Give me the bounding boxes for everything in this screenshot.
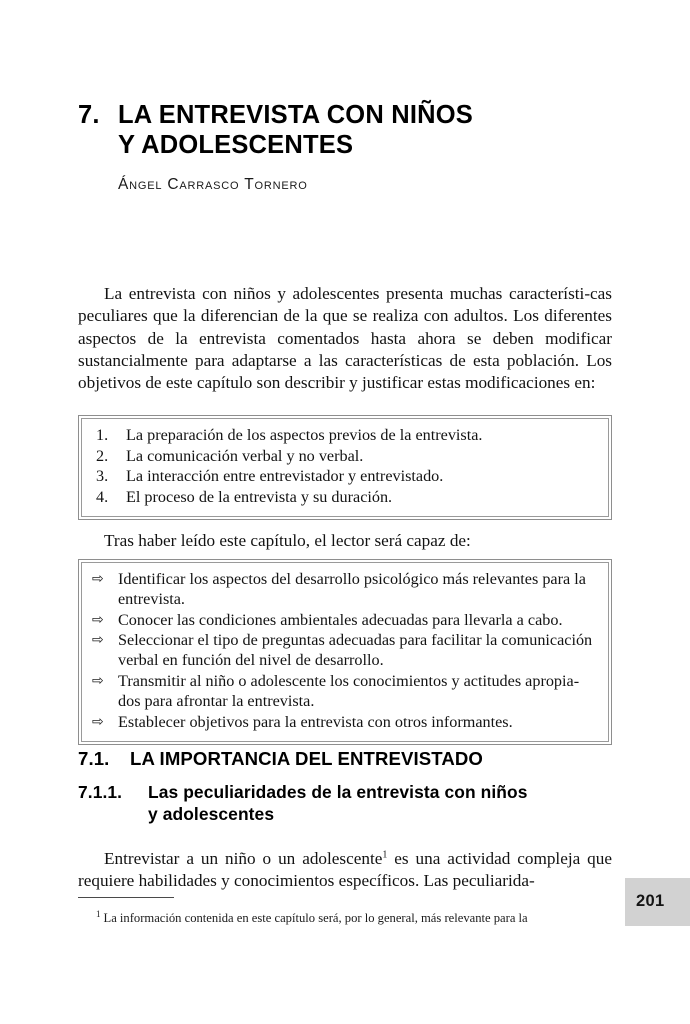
list-item-marker: 2. (96, 446, 109, 465)
list-item-label: Conocer las condiciones ambientales adecuadas para llevarla a cabo. (118, 610, 563, 629)
paragraph-intro: La entrevista con niños y adolescentes presenta muchas característi-cas peculiares que la diferencian de la que se realiza con adultos. Los diferentes aspectos de la entrevista comentados hasta ahora se deben modificar sustancialmente para adaptarse a las características de esta población. Los objetivos de este capítulo son describir y justificar estas modificaciones en: (78, 284, 612, 393)
objectives-list (92, 426, 598, 507)
section-heading-7-1 (78, 748, 612, 770)
list-item-label: La interacción entre entrevistador y entrevistado. (126, 467, 444, 486)
subsection-title-line2: y adolescentes (148, 803, 275, 824)
chapter-author: Ángel Carrasco Tornero (118, 176, 308, 193)
list-item-label: La preparación de los aspectos previos de la entrevista. (126, 426, 483, 444)
paragraph-entrevistar-part2: es una actividad compleja que requiere habilidades y conocimientos específicos. Las peculiarida- (78, 849, 612, 891)
arrow-right-icon: ⇨ (92, 611, 104, 628)
subsection-number: 7.1.1. (78, 782, 123, 802)
footnote-reference[interactable]: 1 (382, 849, 388, 861)
section-number: 7.1. (78, 748, 110, 769)
section-title: LA IMPORTANCIA DEL ENTREVISTADO (130, 748, 483, 769)
list-item (92, 713, 598, 733)
footnote-separator (78, 897, 174, 898)
footnote-marker: 1 (96, 909, 101, 919)
list-item-marker: 4. (96, 487, 109, 506)
list-item (92, 611, 598, 631)
list-item-label: La comunicación verbal y no verbal. (126, 446, 364, 465)
paragraph-tras-haber-leido: Tras haber leído este capítulo, el lector será capaz de: (104, 531, 471, 551)
list-item-label: El proceso de la entrevista y su duración. (126, 487, 393, 506)
page-number-tab (625, 878, 690, 926)
list-item-label: Seleccionar el tipo de preguntas adecuadas para facilitar la comunicación verbal en función del nivel de desarrollo. (118, 631, 593, 670)
objectives-box-inner (81, 418, 609, 517)
list-item (92, 488, 598, 508)
list-item-label: Identificar los aspectos del desarrollo psicológico más relevantes para la entrevista. (118, 570, 586, 608)
list-item (92, 426, 598, 446)
arrow-right-icon: ⇨ (92, 672, 104, 689)
list-item-marker: 3. (96, 467, 109, 486)
capabilities-list (92, 570, 598, 732)
arrow-right-icon: ⇨ (92, 571, 104, 587)
paragraph-entrevistar-part1: Entrevistar a un niño o un adolescente (104, 849, 383, 869)
chapter-number: 7. (78, 101, 100, 129)
list-item-label: Establecer objetivos para la entrevista con otros informantes. (118, 712, 513, 731)
list-item (92, 467, 598, 487)
list-item (92, 570, 598, 610)
list-item (92, 447, 598, 467)
arrow-right-icon: ⇨ (92, 632, 104, 649)
capabilities-box (78, 559, 612, 745)
chapter-title-line2: Y ADOLESCENTES (118, 131, 354, 159)
subsection-title-line1: Las peculiaridades de la entrevista con niños (148, 782, 528, 802)
page-number: 201 (636, 892, 665, 910)
list-item-label: Transmitir al niño o adolescente los conocimientos y actitudes apropia-dos para afrontar la entrevista. (118, 671, 580, 710)
objectives-box (78, 415, 612, 520)
subsection-heading-7-1-1 (78, 782, 618, 825)
list-item (92, 631, 598, 671)
capabilities-box-inner (81, 562, 609, 742)
footnote-text: La información contenida en este capítulo será, por lo general, más relevante para la (103, 911, 528, 926)
list-item (92, 672, 598, 712)
arrow-right-icon: ⇨ (92, 713, 104, 730)
footnote (96, 906, 612, 926)
chapter-title-line1: LA ENTREVISTA CON NIÑOS (118, 101, 474, 129)
list-item-marker: 1. (96, 426, 109, 444)
paragraph-entrevistar (78, 848, 612, 893)
chapter-title (78, 100, 618, 160)
